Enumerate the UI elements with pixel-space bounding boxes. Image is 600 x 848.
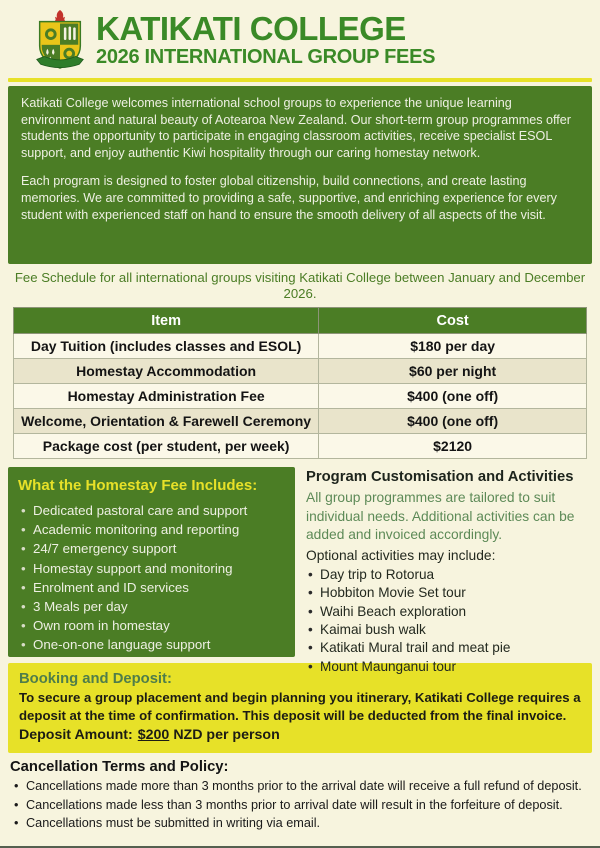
fee-table	[13, 307, 587, 459]
list-item: • One-on-one language support	[18, 635, 285, 654]
list-item: • Katikati Mural trail and meat pie	[306, 639, 592, 657]
list-item: • Cancellations made less than 3 months prior to arrival date will result in the forfeiture of deposit.	[10, 797, 590, 814]
list-item: • Mount Maunganui tour	[306, 658, 592, 676]
list-item: • Day trip to Rotorua	[306, 566, 592, 584]
list-item: • Homestay support and monitoring	[18, 559, 285, 578]
header-titles	[96, 9, 436, 69]
list-item: • Own room in homestay	[18, 616, 285, 635]
header	[8, 0, 592, 76]
intro-paragraph-1: Katikati College welcomes international school groups to experience the unique learning environment and natural beauty of Aotearoa New Zealand. Our short-term group programmes offer students the opportunity to participate in engaging classroom activities, receive specialist ESOL support, and enjoy authentic Kiwi hospitality through our caring homestay network.	[21, 96, 571, 160]
homestay-includes-title: What the Homestay Fee Includes:	[18, 477, 258, 494]
table-row	[14, 384, 587, 409]
fee-schedule-note: Fee Schedule for all international groups visiting Katikati College between January and December 2026.	[14, 270, 586, 301]
fee-table-header-item: Item	[14, 308, 319, 334]
homestay-includes-list	[18, 501, 285, 655]
page-title: KATIKATI COLLEGE	[96, 9, 406, 47]
cancellation-section	[8, 753, 592, 832]
fee-item: Welcome, Orientation & Farewell Ceremony	[14, 409, 319, 434]
list-item: • 24/7 emergency support	[18, 539, 285, 558]
fee-item: Homestay Accommodation	[14, 359, 319, 384]
deposit-label: Deposit Amount:	[19, 727, 133, 744]
customisation-column	[306, 467, 592, 674]
list-item: • Enrolment and ID services	[18, 578, 285, 597]
homestay-includes-box	[8, 467, 295, 657]
fee-cost: $180 per day	[319, 334, 587, 359]
fee-cost: $60 per night	[319, 359, 587, 384]
fee-item: Package cost (per student, per week)	[14, 434, 319, 459]
intro-box	[8, 86, 592, 264]
fee-cost: $400 (one off)	[319, 409, 587, 434]
table-row	[14, 334, 587, 359]
fee-item: Day Tuition (includes classes and ESOL)	[14, 334, 319, 359]
customisation-intro: All group programmes are tailored to suit individual needs. Additional activities can be added and invoiced accordingly.	[306, 490, 575, 543]
list-item: • Dedicated pastoral care and support	[18, 501, 285, 520]
booking-title: Booking and Deposit:	[19, 671, 172, 687]
list-item: • 3 Meals per day	[18, 597, 285, 616]
optional-activities-label: Optional activities may include:	[306, 547, 496, 563]
customisation-title: Program Customisation and Activities	[306, 469, 574, 485]
table-row	[14, 359, 587, 384]
list-item: • Waihi Beach exploration	[306, 603, 592, 621]
list-item: • Cancellations made more than 3 months prior to the arrival date will receive a full refund of deposit.	[10, 778, 590, 795]
table-row	[14, 434, 587, 459]
cancellation-list	[10, 778, 590, 832]
list-item: • Kaimai bush walk	[306, 621, 592, 639]
booking-body: To secure a group placement and begin planning you itinerary, Katikati College requires a deposit at the time of confirmation. This deposit will be deducted from the final invoice.	[19, 690, 581, 723]
deposit-amount: $200	[137, 727, 170, 744]
list-item: • Academic monitoring and reporting	[18, 520, 285, 539]
fee-table-header-row	[14, 308, 587, 334]
table-row	[14, 409, 587, 434]
college-crest-logo	[34, 9, 86, 71]
booking-deposit-box	[8, 663, 592, 753]
intro-paragraph-2: Each program is designed to foster global citizenship, build connections, and create lasting memories. We are committed to providing a safe, supportive, and enriching experience for every student with experienced staff on hand to ensure the smooth delivery of all aspects of the visit.	[21, 174, 557, 222]
deposit-suffix: NZD per person	[173, 727, 280, 744]
fee-cost: $2120	[319, 434, 587, 459]
list-item: • Hobbiton Movie Set tour	[306, 584, 592, 602]
yellow-divider	[8, 78, 592, 82]
fee-item: Homestay Administration Fee	[14, 384, 319, 409]
page-subtitle: 2026 INTERNATIONAL GROUP FEES	[96, 45, 436, 68]
cancellation-title: Cancellation Terms and Policy:	[10, 759, 229, 776]
optional-activities-list	[306, 566, 592, 676]
fee-table-header-cost: Cost	[319, 308, 587, 334]
list-item: • Cancellations must be submitted in writing via email.	[10, 815, 590, 832]
deposit-line	[19, 725, 581, 745]
details-section	[8, 467, 592, 674]
fee-cost: $400 (one off)	[319, 384, 587, 409]
